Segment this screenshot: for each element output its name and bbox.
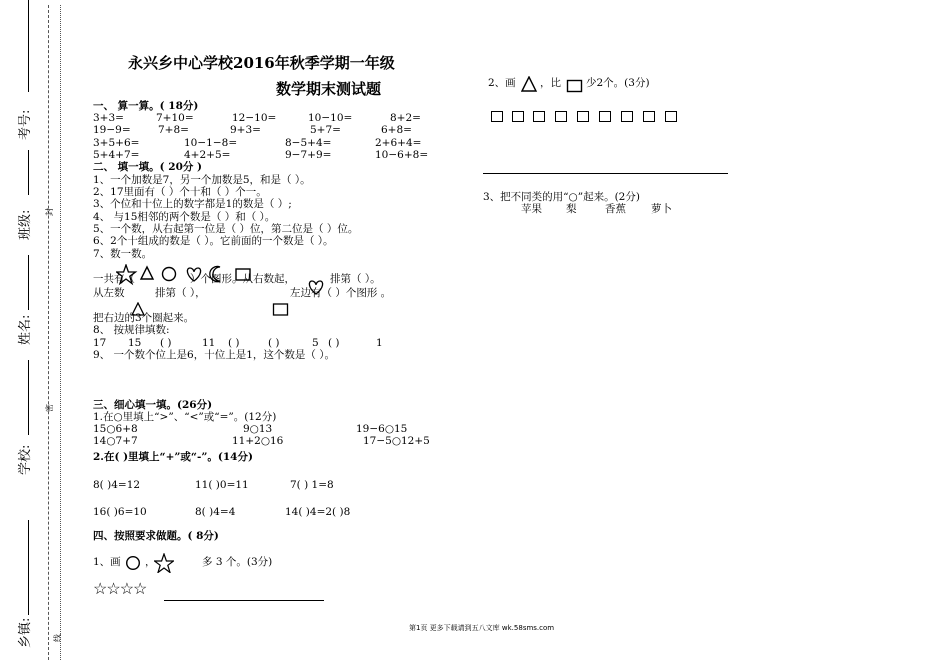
q8-seq-blank: ( ) [328,337,340,349]
calc: 12−10= [232,112,277,124]
compare-item: 9○13 [243,423,273,435]
circle-icon [163,268,176,281]
circle-icon [125,555,141,571]
binding-line-outer [48,5,49,660]
fruit-item: 苹果 [521,203,542,215]
fill-question-1: 1、一个加数是7，另一个加数是5，和是（ ）。 [93,174,311,186]
calc: 19−9= [93,124,131,136]
q7-line2-c: 左边有（ ）个图形 。 [290,287,392,299]
right-q3: 3、把不同类的用“○”起来。(2分) [483,191,640,203]
answer-line [164,600,324,601]
fruit-item: 梨 [566,203,577,215]
square-icon [665,111,677,122]
section3-heading: 三、细心填一填。(26分) [93,399,213,411]
page-footer: 第1页 更多下载请到五八文库 wk.58sms.com [409,624,555,632]
q8-label: 8、 按规律填数: [93,324,170,336]
xiangzhen-label: 乡镇: [18,617,33,648]
fruit-item: 萝卜 [651,203,672,215]
compare-item: 19−6○15 [356,423,408,435]
q8-seq-blank: ( ) [268,337,280,349]
fill-question-4: 4、 与15相邻的两个数是（ ）和（ ）。 [93,211,276,223]
section3-sub1: 1.在○里填上“>”、“<”或“=”。(12分) [93,411,277,423]
rectangle-icon [566,79,584,95]
calc: 8−5+4= [285,137,332,149]
triangle-icon [521,76,539,93]
section1-heading: 一、 算一算。( 18分) [93,100,199,112]
compare-item: 15○6+8 [93,423,138,435]
q7-line2-a: 从左数 [93,287,125,299]
operator-blank: 16( )6=10 [93,506,147,518]
banji-label: 班级: [18,209,33,240]
crescent-icon [210,267,220,282]
shape-row [116,264,266,286]
answer-line [483,173,728,174]
star-group: ☆☆☆☆ [93,579,147,598]
section4-heading: 四、按照要求做题。( 8分) [93,530,219,542]
compare-item: 14○7+7 [93,435,138,447]
binding-line-inner [60,5,61,660]
q8-seq-item: 17 [93,337,107,349]
calc: 3+3= [93,112,124,124]
heart-icon [187,268,200,281]
q7-line1-b: ）个图形。从右数起， [190,273,295,285]
calc: 2+6+4= [375,137,422,149]
q8-seq-item: 15 [128,337,142,349]
fill-question-2: 2、17里面有（ ）个十和（ ）个一。 [93,186,267,198]
xian-mark: 线 [53,634,62,642]
q8-seq-item: 1 [376,337,383,349]
calc: 10−6+8= [375,149,429,161]
q7-line2-b: 排第（ ）， [155,287,206,299]
xingming-underline [28,255,30,310]
section2-heading: 二、 填一填。( 20分 ) [93,161,203,173]
operator-blank: 7( ) 1=8 [290,479,334,491]
compare-item: 17−5○12+5 [363,435,430,447]
kaohao-underline [28,0,30,92]
q9: 9、 一个数个位上是6，十位上是1，这个数是（ ）。 [93,349,335,361]
compare-item: 11+2○16 [232,435,284,447]
fill-question-7: 7、数一数。 [93,248,153,260]
calc: 9−7+9= [285,149,332,161]
operator-blank: 14( )4=2( )8 [285,506,351,518]
square-icon [512,111,524,122]
square-icon [577,111,589,122]
star-icon [117,265,136,284]
square-icon [621,111,633,122]
fill-question-3: 3、个位和十位上的数字都是1的数是（ ）; [93,198,292,210]
rectangle-icon [272,302,290,318]
mi-mark: 密 [45,404,54,412]
calc: 7+10= [156,112,194,124]
calc: 8+2= [390,112,421,124]
fill-question-5: 5、一个数，从右起第一位是（ ）位，第二位是（ ）位。 [93,223,359,235]
kaohao-label: 考号: [18,109,33,140]
calc: 10−10= [308,112,353,124]
feng-mark: 封 [45,208,54,216]
xiangzhen-underline [28,520,30,615]
rectangle-icon [236,269,250,280]
xuexiao-underline [28,360,30,435]
q8-seq-item: 5 [312,337,319,349]
operator-blank: 8( )4=4 [195,506,236,518]
xuexiao-label: 学校: [18,444,33,475]
page-title: 永兴乡中心学校2016年秋季学期一年级 [128,54,395,72]
q8-seq-item: 11 [202,337,216,349]
q8-seq-blank: ( ) [228,337,240,349]
square-icon [555,111,567,122]
star-icon [154,553,174,573]
triangle-icon [141,267,153,279]
square-icon [599,111,611,122]
q7-line1-c: 排第（ ）。 [330,273,381,285]
calc: 6+8= [381,124,412,136]
calc: 5+4+7= [93,149,140,161]
square-icon [491,111,503,122]
section4-q1-b: ， [145,556,156,568]
calc: 10−1−8= [184,137,238,149]
right-q2-a: 2、画 [488,77,516,89]
fruit-item: 香蕉 [605,203,626,215]
right-q2-b: ，比 [540,77,561,89]
calc: 3+5+6= [93,137,140,149]
banji-underline [28,150,30,195]
q8-seq-blank: ( ) [160,337,172,349]
section4-q1-a: 1、画 [93,556,121,568]
q7-line3: 把右边的3个圈起来。 [93,312,195,324]
square-icon [533,111,545,122]
fill-question-6: 6、2个十组成的数是（ ）。它前面的一个数是（ ）。 [93,235,334,247]
page-subtitle: 数学期末测试题 [276,80,382,98]
calc: 9+3= [230,124,261,136]
operator-blank: 11( )0=11 [195,479,249,491]
operator-blank: 8( )4=12 [93,479,141,491]
q7-line1-a: 一共有（ [93,273,135,285]
calc: 7+8= [158,124,189,136]
section3-sub2: 2.在( )里填上“+”或“-”。(14分) [93,451,253,463]
xingming-label: 姓名: [18,314,33,345]
square-icon [643,111,655,122]
right-q2-c: 少2个。(3分) [586,77,650,89]
section4-q1-c: 多 3 个。(3分) [202,556,273,568]
calc: 4+2+5= [184,149,231,161]
calc: 5+7= [310,124,341,136]
